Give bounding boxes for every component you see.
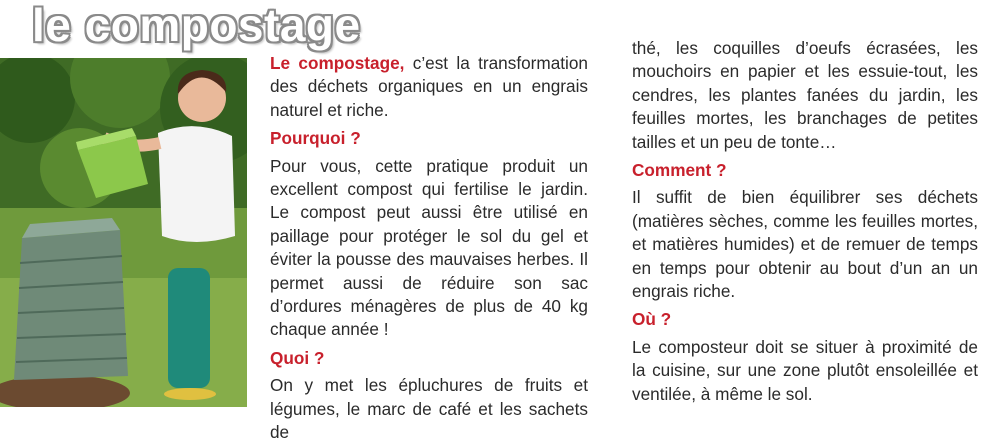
- page-title: le compostage: [32, 0, 361, 51]
- text-column-right: [632, 37, 978, 406]
- section-heading-quoi: Quoi ?: [270, 347, 325, 368]
- intro-paragraph: [270, 52, 588, 122]
- intro-lead: Le compostage,: [270, 53, 405, 73]
- text-column-left: [270, 52, 588, 445]
- woman-composting-photo: [0, 58, 247, 407]
- section-text-pourquoi: Pour vous, cette pratique produit un excellent compost qui fertilise le jardin. Le compost peut aussi être utilisé en paillage pour protéger le sol du gel et éviter la pousse des mauvaises herbes. Il permet aussi de réduire son sac d’ordures ménagères de plus de 40 kg chaque année !: [270, 155, 588, 340]
- section-text-comment: Il suffit de bien équilibrer ses déchets (matières sèches, comme les feuilles mortes, et matières humides) et de remuer de temps en temps pour obtenir au bout d’un an un engrais riche.: [632, 187, 978, 302]
- section-text-quoi: On y met les épluchures de fruits et légumes, le marc de café et les sachets de: [270, 375, 588, 443]
- section-heading-ou: Où ?: [632, 309, 672, 330]
- section-text-ou: Le composteur doit se situer à proximité de la cuisine, sur une zone plutôt ensoleillée et ventilée, à même le sol.: [632, 336, 978, 404]
- section-text-quoi-continued: thé, les coquilles d’oeufs écrasées, les mouchoirs en papier et les essuie-tout, les cendres, les plantes fanées du jardin, les feuilles mortes, les branchages de petites tailles et un peu de tonte…: [632, 38, 978, 152]
- section-heading-comment: Comment ?: [632, 160, 727, 181]
- section-heading-pourquoi: Pourquoi ?: [270, 128, 361, 149]
- intro-text: c’est la transformation des déchets organiques en un engrais naturel et riche.: [270, 53, 588, 120]
